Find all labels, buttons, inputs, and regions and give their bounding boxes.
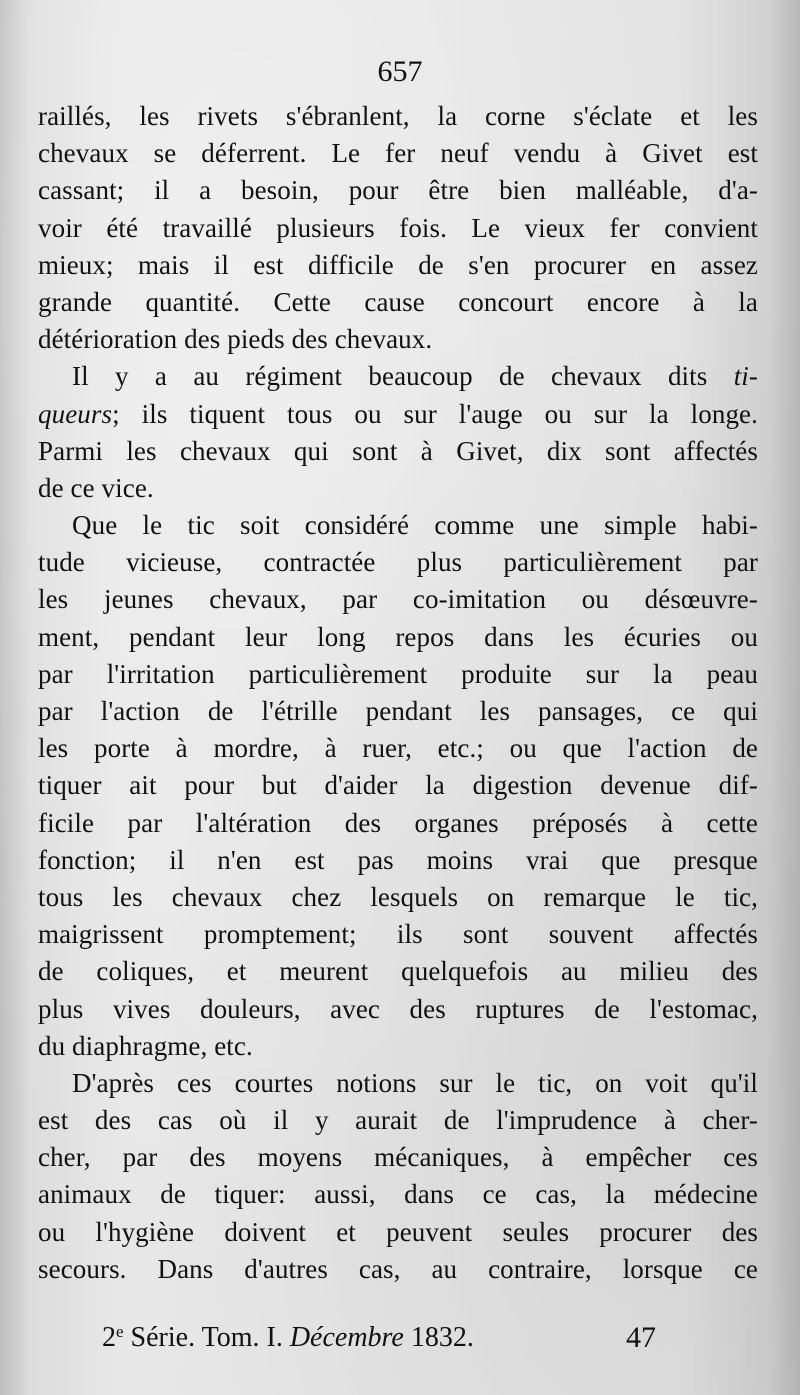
text-line-6: grande quantité. Cette cause concourt encore à la <box>38 286 758 317</box>
text-line-10: Parmi les chevaux qui sont à Givet, dix sont affectés <box>38 435 758 466</box>
text-line-28: est des cas où il y aurait de l'imprudence à cher- <box>38 1105 758 1136</box>
text-line-3: cassant; il a besoin, pour être bien malléable, d'a- <box>38 175 758 206</box>
text-line-29: cher, par des moyens mécaniques, à empêcher ces <box>38 1142 758 1173</box>
text-line-27: D'après ces courtes notions sur le tic, on voit qu'il <box>72 1067 758 1098</box>
italic-term-end: queurs <box>38 398 113 429</box>
text-line-19: tiquer ait pour but d'aider la digestion devenue dif- <box>38 770 758 801</box>
text-line-16: par l'irritation particulièrement produite sur la peau <box>38 658 758 689</box>
text-line-21: fonction; il n'en est pas moins vrai que presque <box>38 844 758 875</box>
text-line-32: secours. Dans d'autres cas, au contraire, lorsque ce <box>38 1253 758 1284</box>
text-line-26: du diaphragme, etc. <box>38 1030 253 1061</box>
text-line-18: les porte à mordre, à ruer, etc.; ou que l'action de <box>38 733 758 764</box>
text-line-20: ficile par l'altération des organes préposés à cette <box>38 807 758 838</box>
page-number: 657 <box>377 55 423 88</box>
page-footer <box>0 1316 800 1360</box>
series-text: Série. Tom. I. <box>123 1322 290 1353</box>
text-line-4: voir été travaillé plusieurs fois. Le vieux fer convient <box>38 212 758 243</box>
text-line-12: Que le tic soit considéré comme une simple habi- <box>72 510 758 541</box>
text-line-13: tude vicieuse, contractée plus particulièrement par <box>38 547 758 578</box>
text-line-14: les jeunes chevaux, par co-imitation ou désœuvre- <box>38 584 758 615</box>
text-line-31: ou l'hygiène doivent et peuvent seules procurer des <box>38 1216 758 1247</box>
sheet-number: 47 <box>626 1321 656 1354</box>
text-line-9 <box>38 396 758 433</box>
series-number: 2 <box>102 1322 116 1353</box>
text-line-24: de coliques, et meurent quelquefois au milieu des <box>38 956 758 987</box>
text-line-17: par l'action de l'étrille pendant les pansages, ce qui <box>38 696 758 726</box>
text-line-5: mieux; mais il est difficile de s'en procurer en assez <box>38 249 758 280</box>
text-line-15: ment, pendant leur long repos dans les écuries ou <box>38 621 758 652</box>
issue-month: Décembre <box>289 1322 404 1353</box>
text-line-2: chevaux se déferrent. Le fer neuf vendu à Givet est <box>38 138 758 169</box>
issue-year: 1832. <box>403 1322 474 1353</box>
text-line-1: raillés, les rivets s'ébranlent, la corne s'éclate et les <box>38 101 758 131</box>
text-line-22: tous les chevaux chez lesquels on remarque le tic, <box>38 881 758 912</box>
text-line-8 <box>38 358 758 395</box>
text-line-23: maigrissent promptement; ils sont souvent affectés <box>38 919 758 950</box>
body-text <box>38 98 758 1288</box>
text-line-9-roman: ; ils tiquent tous ou sur l'auge ou sur la longe. <box>112 398 758 429</box>
text-line-7: détérioration des pieds des chevaux. <box>38 324 433 355</box>
series-suffix: e <box>116 1322 124 1341</box>
text-line-11: de ce vice. <box>38 472 154 503</box>
text-line-30: animaux de tiquer: aussi, dans ce cas, la médecine <box>38 1179 758 1210</box>
series-signature <box>102 1316 474 1360</box>
text-line-25: plus vives douleurs, avec des ruptures de l'estomac, <box>38 993 758 1024</box>
text-line-8-roman: Il y a au régiment beaucoup de chevaux dits <box>72 361 734 392</box>
italic-term-start: ti- <box>733 361 758 392</box>
